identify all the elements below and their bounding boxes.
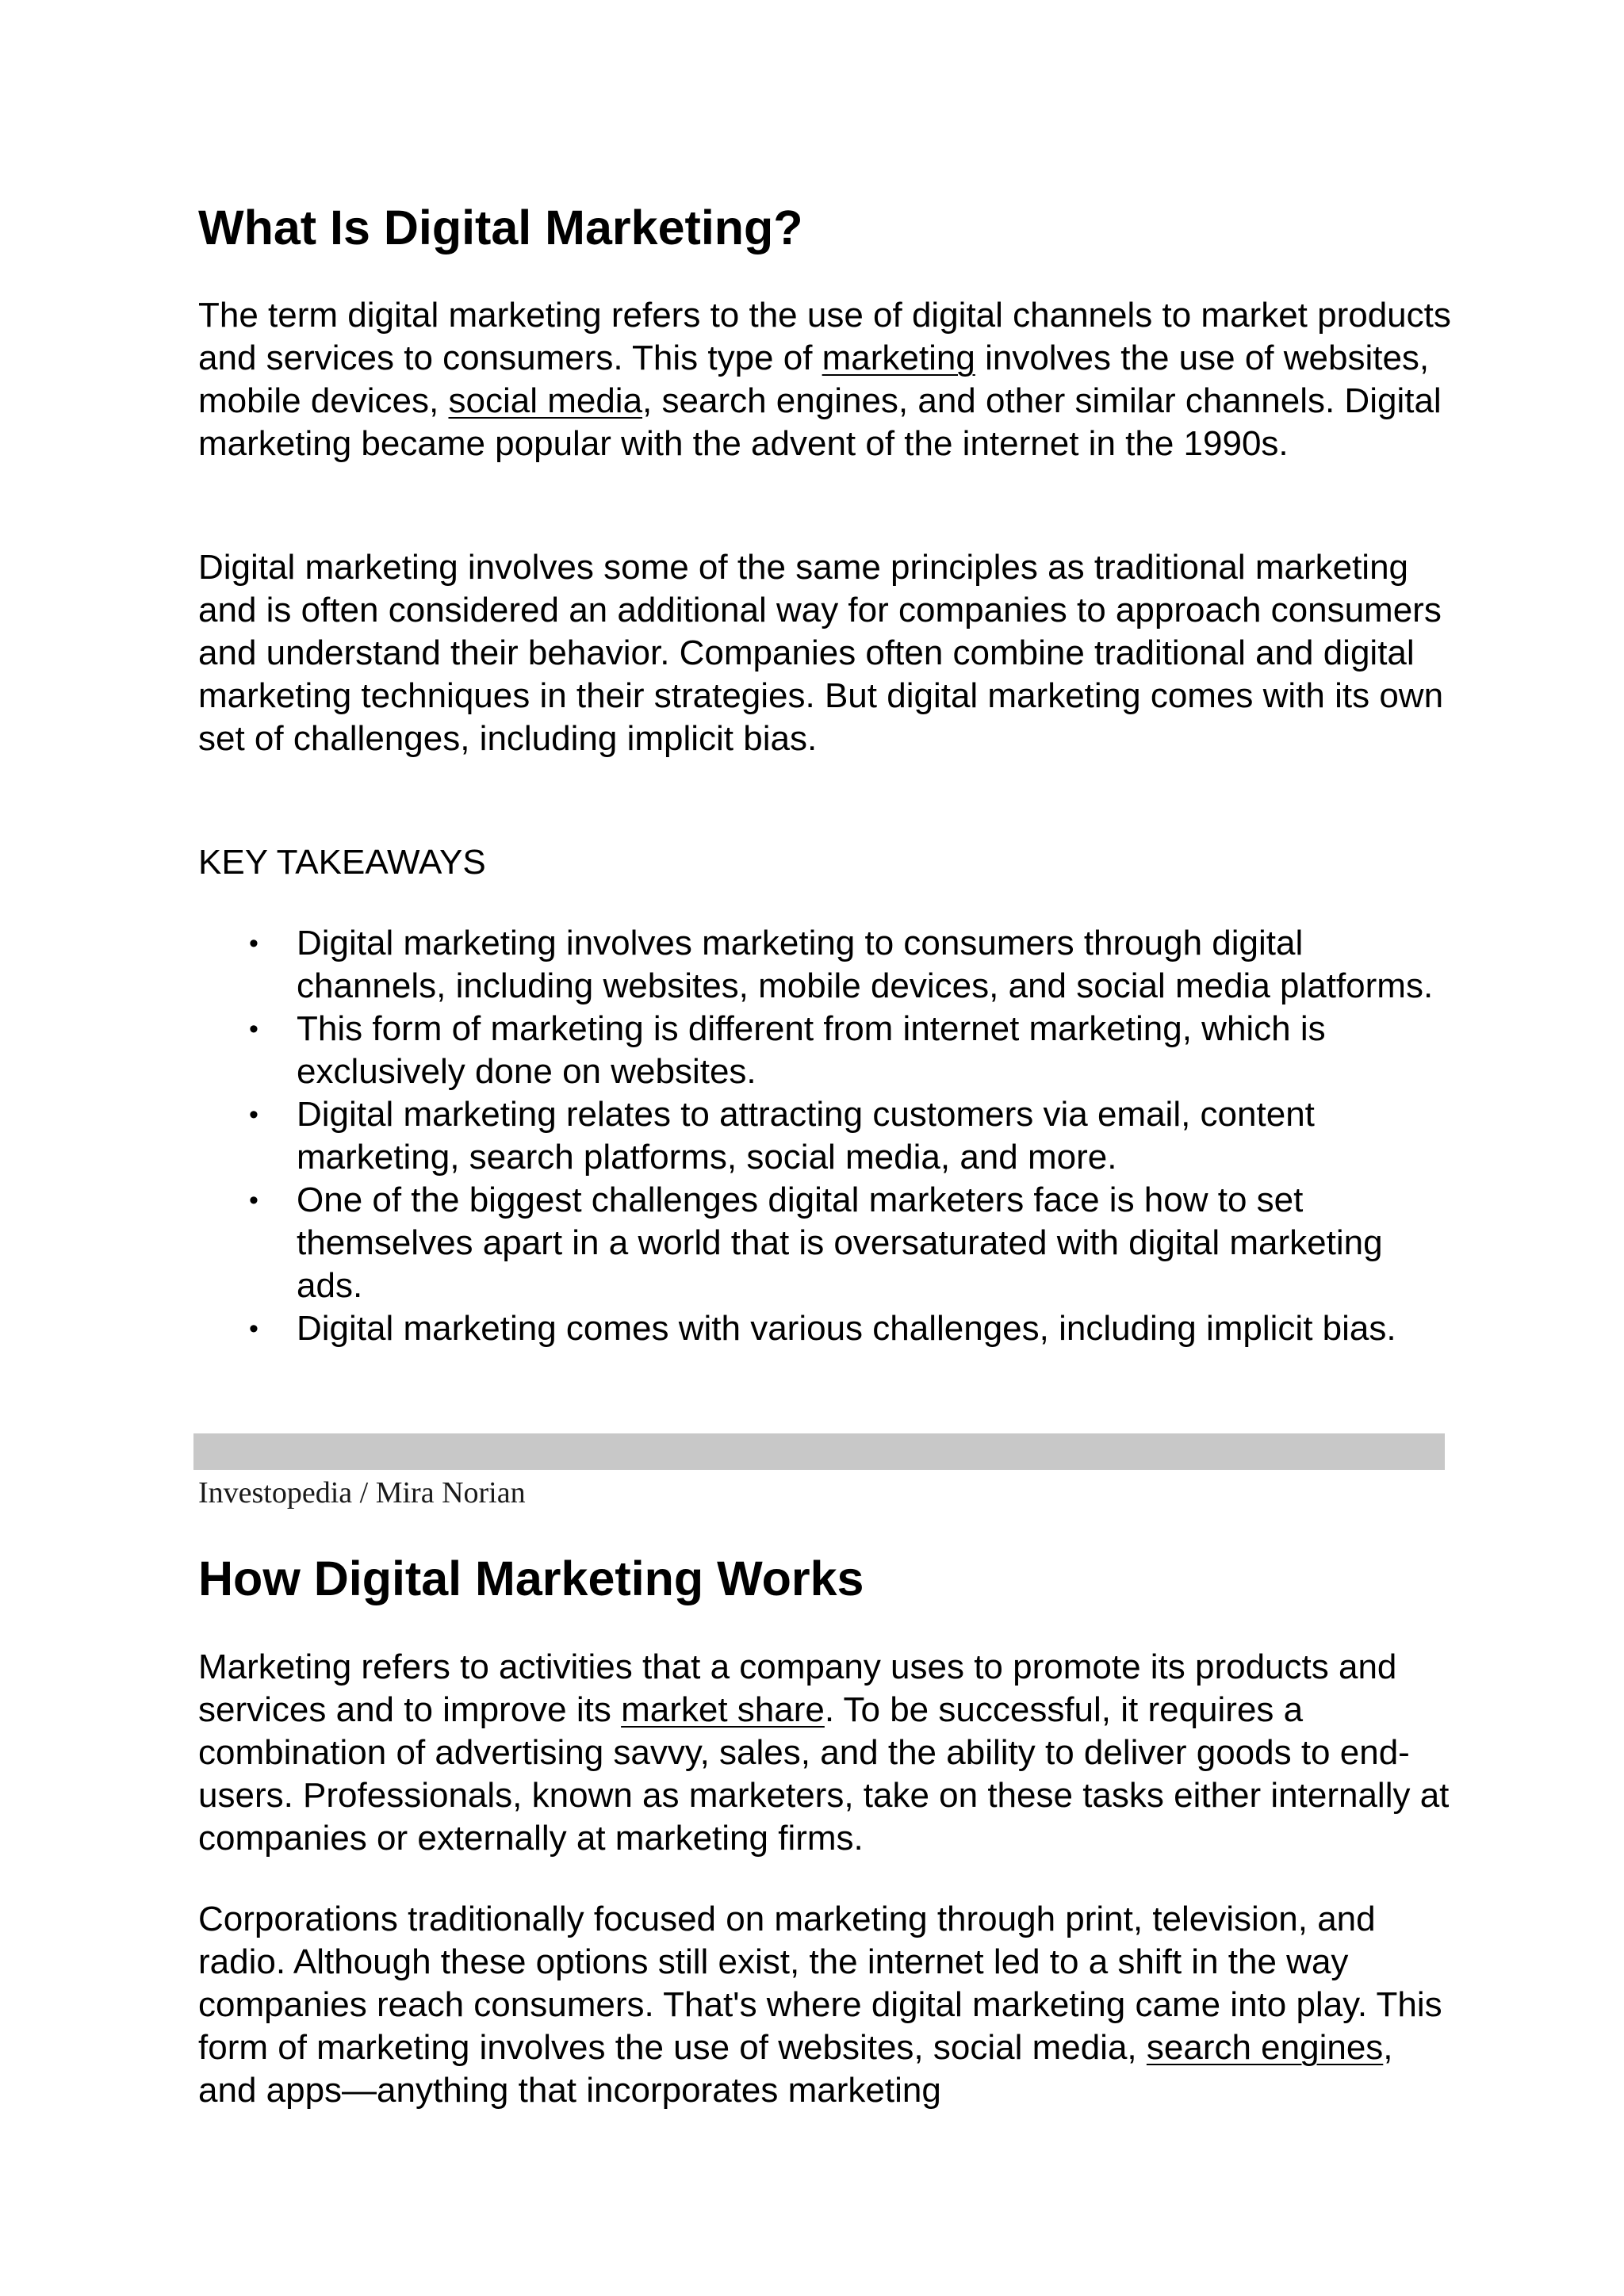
list-item-text: One of the biggest challenges digital marketers face is how to set themselves apart in a world that is oversaturated with digital marketing ads. bbox=[297, 1181, 1383, 1305]
key-takeaways-label: KEY TAKEAWAYS bbox=[198, 843, 486, 882]
link-search-engines[interactable]: search engines bbox=[1146, 2028, 1384, 2067]
bullet-icon: • bbox=[249, 1314, 259, 1344]
text-run: involves the use of websites, mobile devices, bbox=[198, 339, 1430, 420]
list-item bbox=[249, 1307, 1451, 1350]
list-item bbox=[249, 1093, 1451, 1179]
list-item-text: Digital marketing involves marketing to consumers through digital channels, including websites, mobile devices, and social media platforms. bbox=[297, 924, 1434, 1005]
heading-what-is-digital-marketing: What Is Digital Marketing? bbox=[198, 201, 803, 254]
text-run: , and apps—anything that incorporates marketing bbox=[198, 2028, 1393, 2110]
list-item bbox=[249, 1179, 1451, 1307]
text-run: , search engines, and other similar channels. Digital marketing became popular with the advent of the internet in the 1990s. bbox=[198, 381, 1442, 463]
intro-paragraph bbox=[198, 294, 1451, 465]
list-item-text: Digital marketing relates to attracting customers via email, content marketing, search platforms, social media, and more. bbox=[297, 1095, 1315, 1177]
link-social-media[interactable]: social media bbox=[448, 381, 643, 420]
heading-how-digital-marketing-works: How Digital Marketing Works bbox=[198, 1552, 864, 1605]
list-item-text: This form of marketing is different from internet marketing, which is exclusively done on websites. bbox=[297, 1009, 1326, 1091]
text-run: Corporations traditionally focused on marketing through print, television, and radio. Although these options still exist, the internet led to a shift in the way companies reach consumers. That's where digital marketing came into play. This form of marketing involves the use of websites, social media, bbox=[198, 1900, 1442, 2067]
list-item-text: Digital marketing comes with various challenges, including implicit bias. bbox=[297, 1309, 1396, 1348]
text-run: The term digital marketing refers to the use of digital channels to market products and services to consumers. This type of bbox=[198, 296, 1451, 377]
corporations-paragraph bbox=[198, 1898, 1451, 2112]
bullet-icon: • bbox=[249, 1185, 259, 1215]
link-market-share[interactable]: market share bbox=[621, 1690, 825, 1729]
text-run: . To be successful, it requires a combination of advertising savvy, sales, and the ability to deliver goods to end-users. Professionals, known as marketers, take on these tasks either internally at companies or externally at marketing firms. bbox=[198, 1690, 1450, 1858]
bullet-icon: • bbox=[249, 1014, 259, 1044]
bullet-icon: • bbox=[249, 1100, 259, 1130]
marketing-definition-paragraph bbox=[198, 1646, 1451, 1860]
principles-paragraph: Digital marketing involves some of the same principles as traditional marketing and is often considered an additional way for companies to approach consumers and understand their behavior. Companies often combine traditional and digital marketing techniques in their strategies. But digital marketing comes with its own set of challenges, including implicit bias. bbox=[198, 548, 1444, 758]
image-caption: Investopedia / Mira Norian bbox=[198, 1476, 526, 1510]
key-takeaways-list bbox=[198, 922, 1451, 1350]
text-run: Marketing refers to activities that a company uses to promote its products and services and to improve its bbox=[198, 1647, 1397, 1729]
image-placeholder bbox=[193, 1433, 1445, 1470]
list-item bbox=[249, 1008, 1451, 1093]
link-marketing[interactable]: marketing bbox=[822, 339, 975, 377]
bullet-icon: • bbox=[249, 928, 259, 959]
list-item bbox=[249, 922, 1451, 1008]
